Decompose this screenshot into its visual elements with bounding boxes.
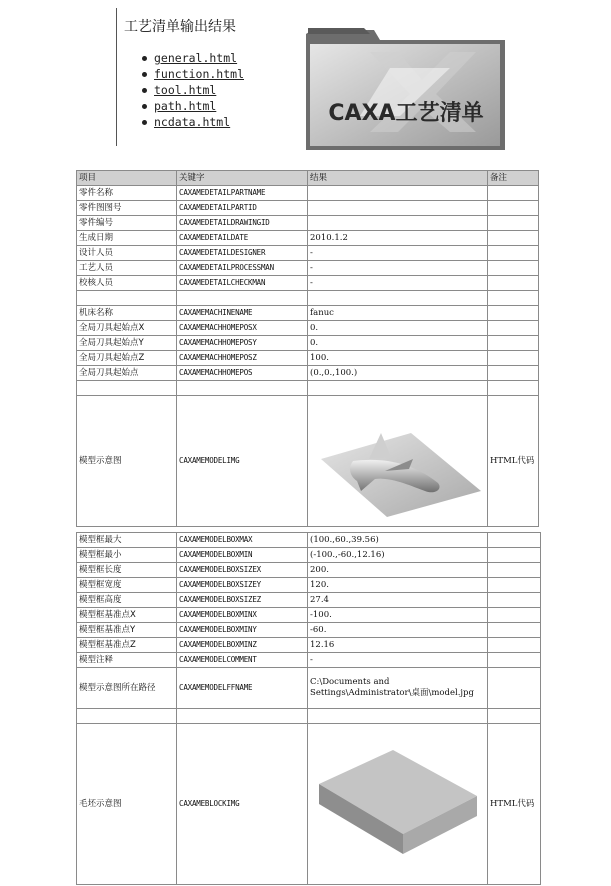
table-row-blocking-image — [77, 724, 541, 885]
cell-result: - — [308, 653, 488, 668]
cell-keyword: CAXAMEDETAILCHECKMAN — [177, 276, 308, 291]
cell-keyword: CAXAMEMODELBOXMINZ — [177, 638, 308, 653]
header-keyword: 关键字 — [177, 171, 308, 186]
table-row — [77, 201, 539, 216]
cell-item: 模型框宽度 — [77, 578, 177, 593]
cell-keyword: CAXAMEDETAILDATE — [177, 231, 308, 246]
cell-result: - — [308, 246, 488, 261]
table-row — [77, 608, 541, 623]
cell-remark — [488, 321, 539, 336]
cell-item: 模型框基准点Y — [77, 623, 177, 638]
cell-remark: HTML代码 — [488, 396, 539, 527]
cell-result — [308, 724, 488, 885]
cell-remark — [488, 261, 539, 276]
cell-item: 模型框高度 — [77, 593, 177, 608]
cell-keyword: CAXAMEMACHHOMEPOSX — [177, 321, 308, 336]
cell-keyword — [177, 709, 308, 724]
header-result: 结果 — [308, 171, 488, 186]
cell-item: 模型框长度 — [77, 563, 177, 578]
cell-result: fanuc — [308, 306, 488, 321]
output-file-links — [138, 50, 244, 130]
cell-remark — [488, 366, 539, 381]
table-row-model-image — [77, 396, 539, 527]
cell-remark — [488, 216, 539, 231]
cell-item: 全局刀具起始点Z — [77, 351, 177, 366]
table-row-blank — [77, 709, 541, 724]
list-item — [138, 114, 244, 130]
cell-remark — [488, 231, 539, 246]
cell-keyword: CAXAMEMACHHOMEPOS — [177, 366, 308, 381]
table-row — [77, 548, 541, 563]
page-title: 工艺清单输出结果 — [124, 19, 236, 35]
cell-keyword: CAXAMEDETAILDRAWINGID — [177, 216, 308, 231]
cell-keyword: CAXAMEMODELFFNAME — [177, 668, 308, 709]
cell-item: 全局刀具起始点 — [77, 366, 177, 381]
cell-keyword: CAXAMEMODELBOXMAX — [177, 533, 308, 548]
table-row-model-path — [77, 668, 541, 709]
cell-remark — [488, 608, 541, 623]
cell-result: 200. — [308, 563, 488, 578]
cell-result — [308, 381, 488, 396]
table-row — [77, 246, 539, 261]
cell-remark — [488, 709, 541, 724]
cell-item: 工艺人员 — [77, 261, 177, 276]
cell-item — [77, 381, 177, 396]
table-row — [77, 231, 539, 246]
list-item — [138, 50, 244, 66]
cell-result: - — [308, 276, 488, 291]
table-row — [77, 638, 541, 653]
cell-remark — [488, 578, 541, 593]
cell-result — [308, 396, 488, 527]
cell-result: 0. — [308, 336, 488, 351]
cell-item: 模型示意图所在路径 — [77, 668, 177, 709]
cell-keyword: CAXAMEMODELBOXSIZEX — [177, 563, 308, 578]
cell-keyword: CAXAMEMODELBOXMIN — [177, 548, 308, 563]
link-function[interactable]: function.html — [154, 67, 245, 81]
header-remark: 备注 — [488, 171, 539, 186]
table-row — [77, 321, 539, 336]
cell-result — [308, 201, 488, 216]
link-ncdata[interactable]: ncdata.html — [154, 115, 231, 129]
list-item — [138, 98, 244, 114]
table-row — [77, 336, 539, 351]
cell-result — [308, 709, 488, 724]
cell-keyword: CAXAMEMODELBOXSIZEZ — [177, 593, 308, 608]
logo-text: CAXA工艺清单 — [328, 101, 484, 126]
table-row — [77, 261, 539, 276]
table-row — [77, 563, 541, 578]
cell-keyword: CAXAMEMODELCOMMENT — [177, 653, 308, 668]
cell-item: 零件名称 — [77, 186, 177, 201]
cell-result: 120. — [308, 578, 488, 593]
cell-remark — [488, 381, 539, 396]
cell-keyword: CAXAMEMACHHOMEPOSZ — [177, 351, 308, 366]
cell-item: 模型示意图 — [77, 396, 177, 527]
cell-keyword: CAXAMEDETAILPARTNAME — [177, 186, 308, 201]
cell-remark — [488, 351, 539, 366]
cell-item: 全局刀具起始点X — [77, 321, 177, 336]
cell-result — [308, 216, 488, 231]
table-row — [77, 623, 541, 638]
cell-result: (-100.,-60.,12.16) — [308, 548, 488, 563]
cell-remark — [488, 533, 541, 548]
link-path[interactable]: path.html — [154, 99, 217, 113]
cell-remark — [488, 638, 541, 653]
header-item: 项目 — [77, 171, 177, 186]
cell-remark — [488, 201, 539, 216]
cell-remark — [488, 246, 539, 261]
header-divider — [116, 8, 117, 146]
cell-remark — [488, 276, 539, 291]
caxa-folder-logo — [300, 22, 507, 150]
cell-keyword: CAXAMEMODELIMG — [177, 396, 308, 527]
cell-keyword: CAXAMEMACHINENAME — [177, 306, 308, 321]
cell-remark — [488, 563, 541, 578]
cell-result — [308, 291, 488, 306]
cell-item: 模型框最大 — [77, 533, 177, 548]
cell-result: 27.4 — [308, 593, 488, 608]
list-item — [138, 82, 244, 98]
cell-remark: HTML代码 — [488, 724, 541, 885]
cell-item: 模型框基准点Z — [77, 638, 177, 653]
cell-keyword — [177, 381, 308, 396]
cell-keyword: CAXAMEMACHHOMEPOSY — [177, 336, 308, 351]
cell-remark — [488, 593, 541, 608]
cell-remark — [488, 623, 541, 638]
cell-remark — [488, 186, 539, 201]
cell-item: 模型框最小 — [77, 548, 177, 563]
cell-result: (100.,60.,39.56) — [308, 533, 488, 548]
cell-result: 0. — [308, 321, 488, 336]
link-tool[interactable]: tool.html — [154, 83, 217, 97]
list-item — [138, 66, 244, 82]
table-row — [77, 381, 539, 396]
table-row — [77, 533, 541, 548]
cell-item — [77, 709, 177, 724]
process-detail-table — [76, 170, 539, 527]
table-row — [77, 291, 539, 306]
cell-keyword: CAXAMEMODELBOXSIZEY — [177, 578, 308, 593]
cell-keyword: CAXAMEDETAILDESIGNER — [177, 246, 308, 261]
cell-keyword: CAXAMEMODELBOXMINY — [177, 623, 308, 638]
cell-keyword: CAXAMEBLOCKIMG — [177, 724, 308, 885]
cell-item: 机床名称 — [77, 306, 177, 321]
table-row — [77, 186, 539, 201]
cell-result: - — [308, 261, 488, 276]
cell-result — [308, 186, 488, 201]
cell-remark — [488, 336, 539, 351]
cell-remark — [488, 548, 541, 563]
table-row — [77, 366, 539, 381]
cell-item: 设计人员 — [77, 246, 177, 261]
table-row — [77, 593, 541, 608]
cell-remark — [488, 653, 541, 668]
cell-item: 毛坯示意图 — [77, 724, 177, 885]
cell-keyword: CAXAMEMODELBOXMINX — [177, 608, 308, 623]
table-row — [77, 653, 541, 668]
table-header-row — [77, 171, 539, 186]
cell-item: 校核人员 — [77, 276, 177, 291]
cell-result: C:\Documents and Settings\Administrator\桌面\model.jpg — [308, 668, 488, 709]
link-general[interactable]: general.html — [154, 51, 238, 65]
cell-item: 模型框基准点X — [77, 608, 177, 623]
cell-keyword — [177, 291, 308, 306]
model-preview-image — [313, 399, 483, 519]
model-box-table — [76, 532, 541, 885]
cell-result: -60. — [308, 623, 488, 638]
cell-result: -100. — [308, 608, 488, 623]
cell-result: 100. — [308, 351, 488, 366]
cell-item: 零件编号 — [77, 216, 177, 231]
cell-remark — [488, 306, 539, 321]
cell-item: 生成日期 — [77, 231, 177, 246]
table-row — [77, 306, 539, 321]
blank-stock-image — [313, 742, 483, 862]
cell-result: 2010.1.2 — [308, 231, 488, 246]
cell-result: (0.,0.,100.) — [308, 366, 488, 381]
cell-keyword: CAXAMEDETAILPARTID — [177, 201, 308, 216]
cell-remark — [488, 291, 539, 306]
table-row — [77, 216, 539, 231]
table-row — [77, 351, 539, 366]
table-row — [77, 276, 539, 291]
cell-remark — [488, 668, 541, 709]
cell-item: 全局刀具起始点Y — [77, 336, 177, 351]
cell-item: 模型注释 — [77, 653, 177, 668]
table-row — [77, 578, 541, 593]
cell-item: 零件图图号 — [77, 201, 177, 216]
cell-result: 12.16 — [308, 638, 488, 653]
cell-item — [77, 291, 177, 306]
cell-keyword: CAXAMEDETAILPROCESSMAN — [177, 261, 308, 276]
